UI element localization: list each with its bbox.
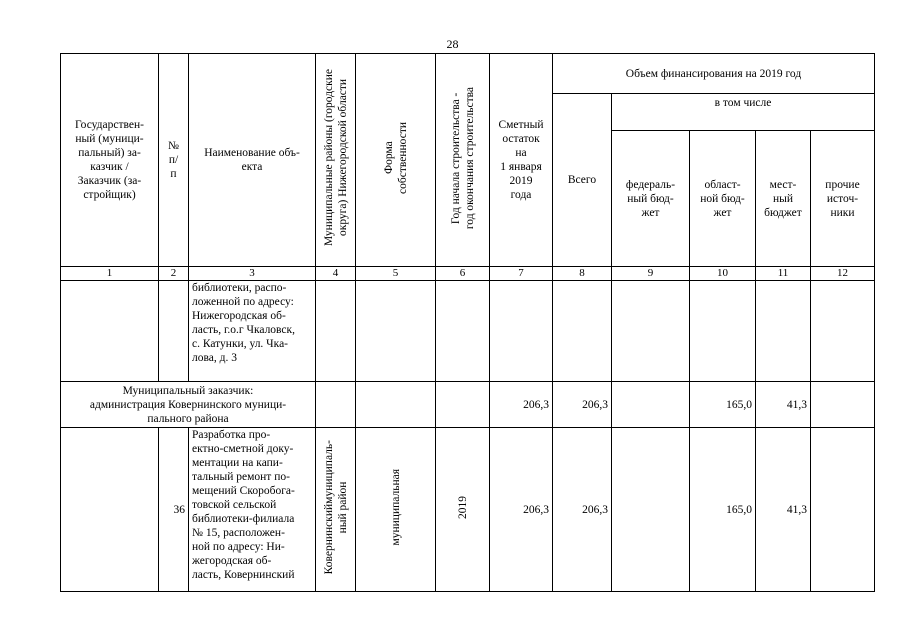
balance: 206,3 — [490, 428, 553, 592]
col-num-3: 3 — [189, 267, 316, 281]
financing-table — [60, 53, 875, 592]
header-regional: област- ной бюд- жет — [690, 131, 756, 267]
header-total: Всего — [553, 94, 612, 267]
col-num-8: 8 — [553, 267, 612, 281]
header-district-cell — [316, 54, 356, 267]
header-district: Муниципальные районы (городские округа) Нижегородской области — [322, 69, 349, 247]
total: 206,3 — [553, 428, 612, 592]
district: Ковернинскиймуниципаль- ный район — [322, 440, 349, 575]
header-years-cell — [436, 54, 490, 267]
year-cell — [436, 428, 490, 592]
object-name-continued: библиотеки, распо- ложенной по адресу: Нижегородская об- ласть, г.о.г Чкаловск, с. Катунки, ул. Чка- лова, д. 3 — [189, 281, 316, 382]
table-row — [61, 382, 875, 428]
header-local: мест- ный бюджет — [756, 131, 811, 267]
header-ownership: Форма собственности — [382, 122, 409, 194]
regional: 165,0 — [690, 428, 756, 592]
header-including: в том числе — [612, 94, 875, 131]
header-object-name: Наименование объ- екта — [189, 54, 316, 267]
ownership: муниципальная — [389, 469, 402, 546]
col-num-6: 6 — [436, 267, 490, 281]
col-num-7: 7 — [490, 267, 553, 281]
customer-local: 41,3 — [756, 382, 811, 428]
district-cell — [316, 428, 356, 592]
year: 2019 — [456, 496, 469, 519]
header-other: прочие источ- ники — [811, 131, 875, 267]
header-ownership-cell — [356, 54, 436, 267]
customer-regional: 165,0 — [690, 382, 756, 428]
customer-label: Муниципальный заказчик: администрация Ковернинского муници- пального района — [61, 382, 316, 428]
col-num-1: 1 — [61, 267, 159, 281]
table-row — [61, 281, 875, 382]
col-num-9: 9 — [612, 267, 690, 281]
col-num-2: 2 — [159, 267, 189, 281]
col-num-10: 10 — [690, 267, 756, 281]
header-number: № п/ п — [159, 54, 189, 267]
header-years: Год начала строительства - год окончания строительства — [449, 86, 476, 230]
col-num-12: 12 — [811, 267, 875, 281]
table-row — [61, 428, 875, 592]
header-customer: Государствен- ный (муници- пальный) за- казчик / Заказчик (за- стройщик) — [61, 54, 159, 267]
row-number: 36 — [159, 428, 189, 592]
header-federal: федераль- ный бюд- жет — [612, 131, 690, 267]
col-num-4: 4 — [316, 267, 356, 281]
col-num-5: 5 — [356, 267, 436, 281]
header-funding: Объем финансирования на 2019 год — [553, 54, 875, 94]
page-number: 28 — [446, 37, 459, 51]
object-name: Разработка про- ектно-сметной доку- ментации на капи- тальный ремонт по- мещений Скоробога- товской сельской библиотеки-филиала № 15, расположен- ной по адресу: Ни- жегородская об- ласть, Ковернинский — [189, 428, 316, 592]
local: 41,3 — [756, 428, 811, 592]
customer-total: 206,3 — [553, 382, 612, 428]
col-num-11: 11 — [756, 267, 811, 281]
ownership-cell — [356, 428, 436, 592]
customer-balance: 206,3 — [490, 382, 553, 428]
header-estimated-balance: Сметный остаток на 1 января 2019 года — [490, 54, 553, 267]
